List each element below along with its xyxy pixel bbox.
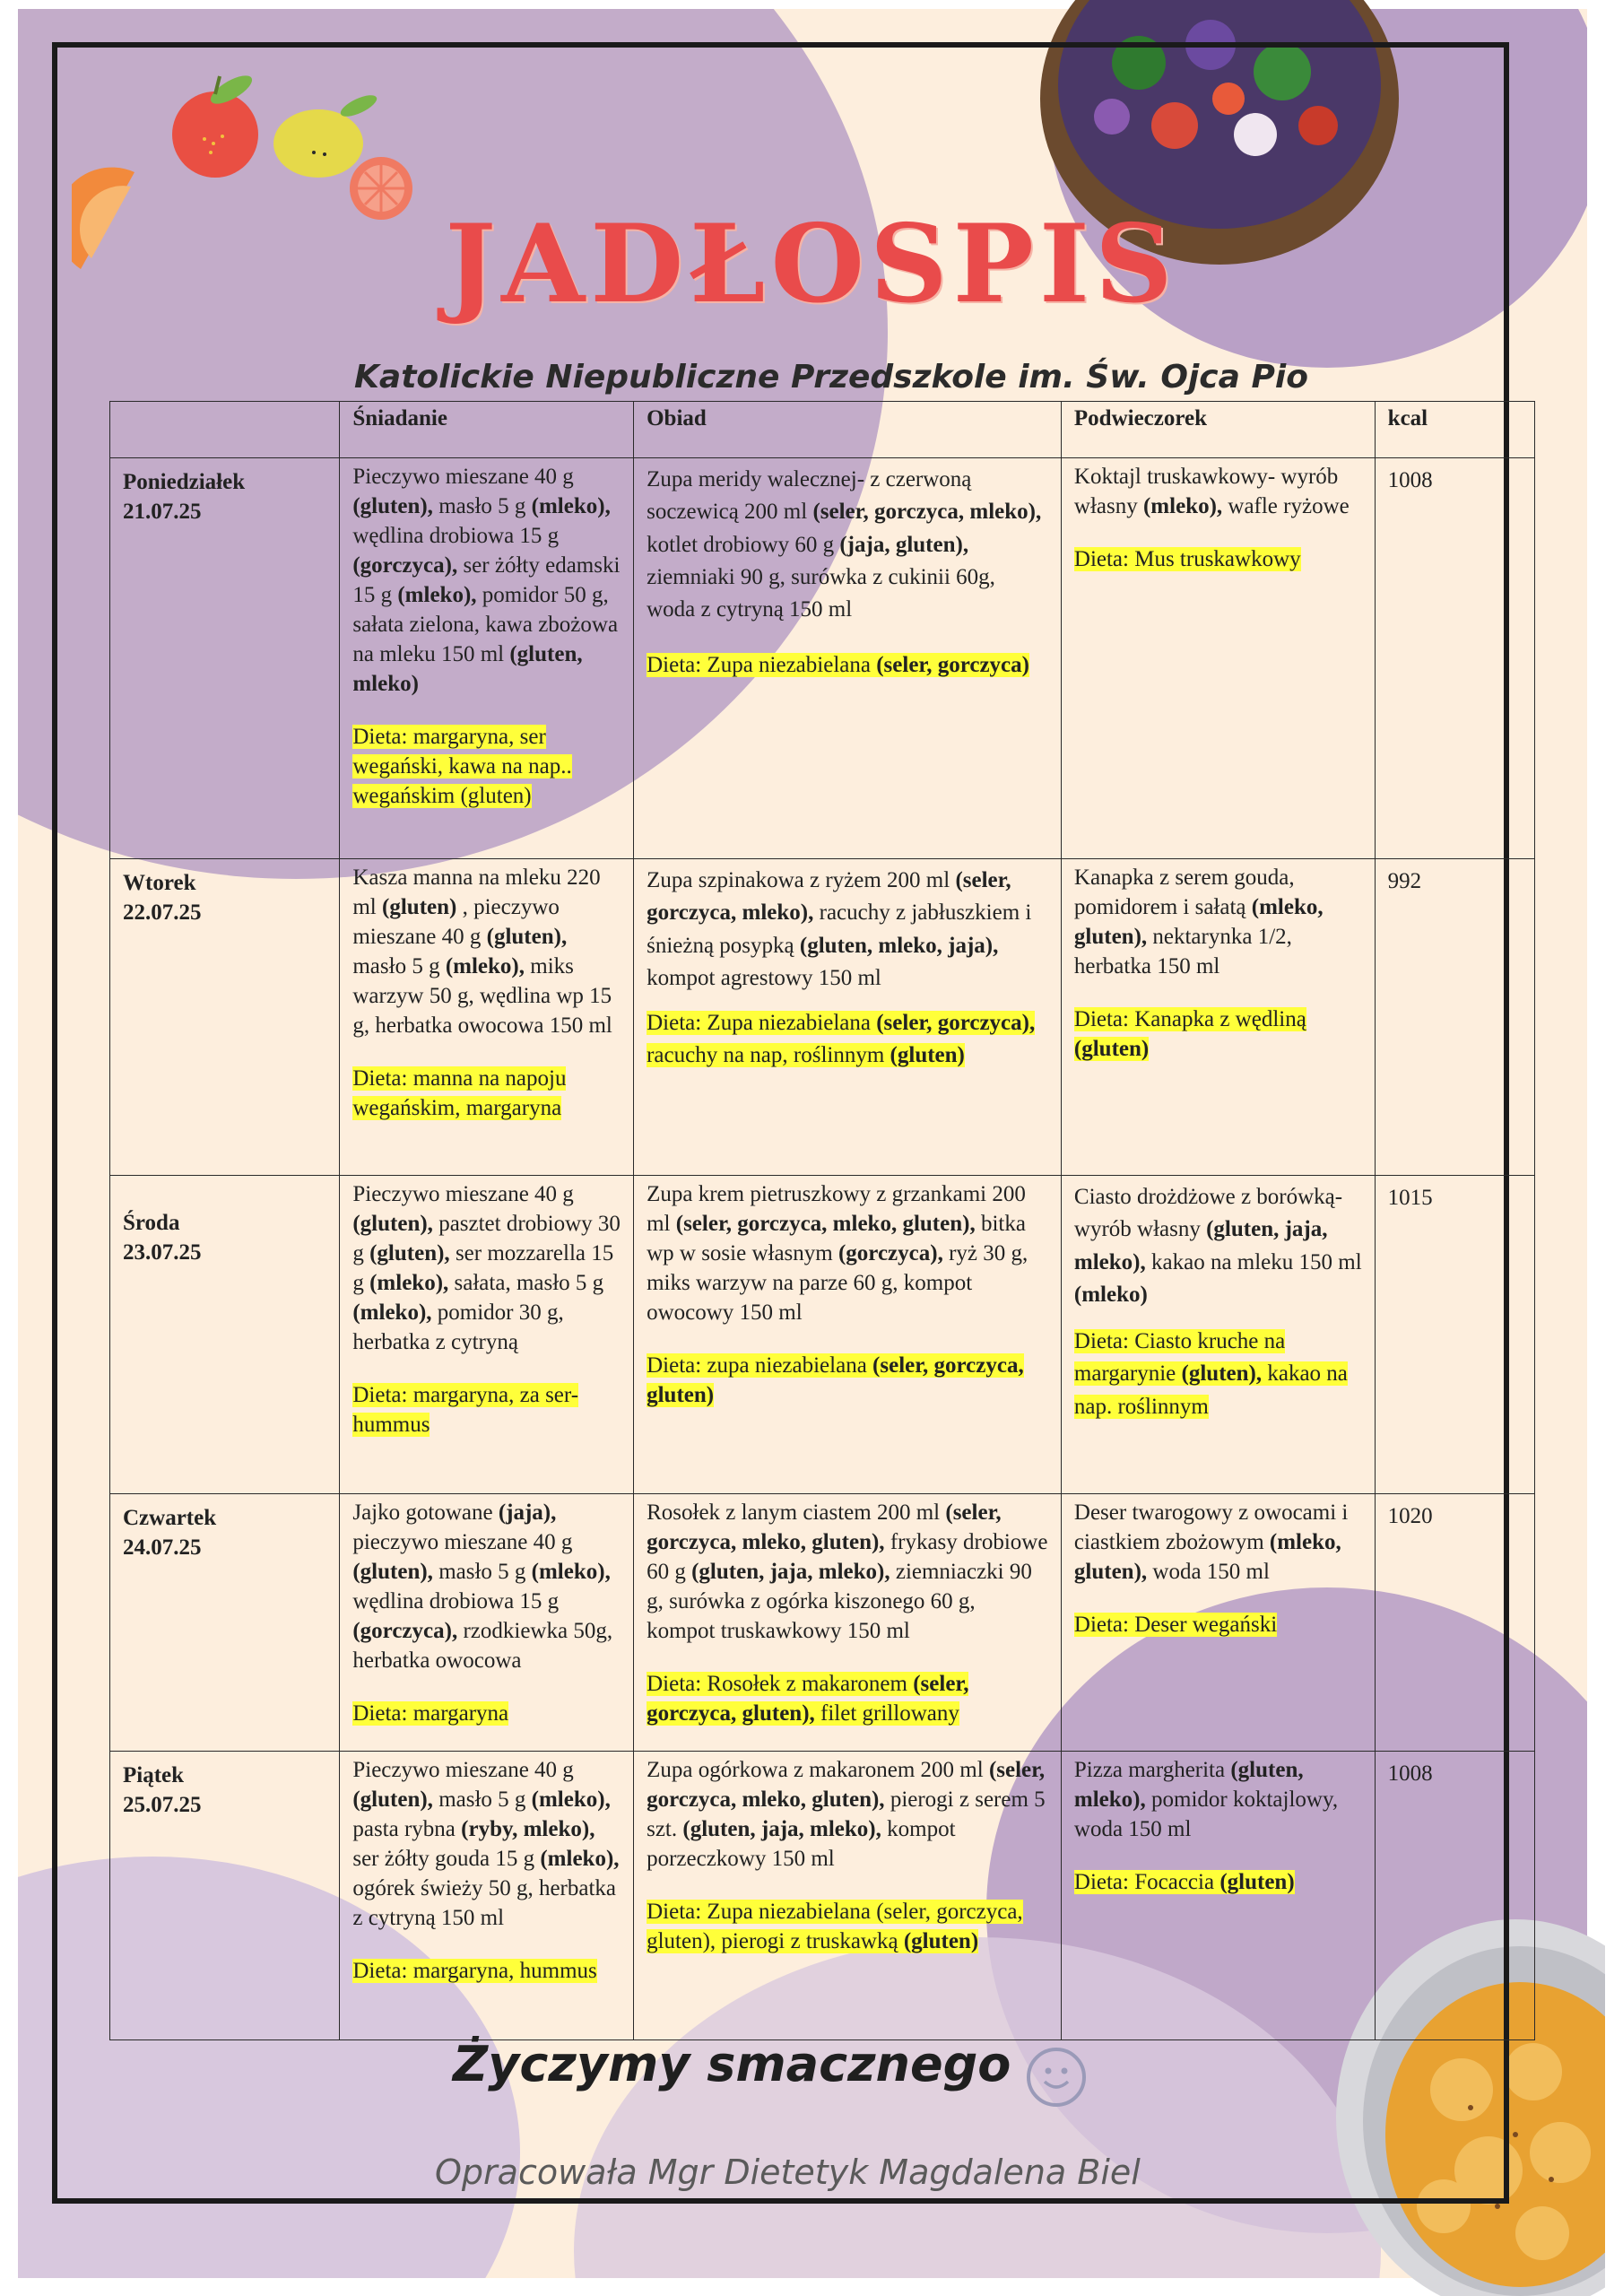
meal-text: Pizza margherita — [1073, 1758, 1231, 1782]
snack-cell — [1061, 1752, 1375, 2040]
meal-text: rzodkiewka 50g, herbatka owocowa — [352, 1619, 613, 1673]
allergen-text: (mleko), — [531, 1787, 611, 1812]
meal-text: Zupa krem pietruszkowy z grzankami 200 ml — [647, 1182, 1026, 1236]
meal-text: masło 5 g — [432, 1560, 532, 1584]
allergen-text: (mleko, gluten), — [1073, 895, 1324, 949]
meal-text: , pieczywo mieszane 40 g — [352, 895, 560, 949]
column-header-breakfast: Śniadanie — [340, 402, 634, 458]
allergen-text: (gorczyca), — [352, 553, 458, 578]
allergen-text: (mleko), — [352, 1300, 432, 1325]
column-header-snack: Podwieczorek — [1061, 402, 1375, 458]
breakfast-cell — [340, 1752, 634, 2040]
meal-text: Pieczywo mieszane 40 g — [352, 1758, 574, 1782]
diet-note — [352, 1956, 621, 1986]
allergen-text: (gluten), — [369, 1241, 450, 1265]
day-name: Środa — [123, 1211, 180, 1235]
table-header-row — [110, 402, 1535, 458]
meal-text: kompot agrestowy 150 ml — [647, 965, 881, 990]
diet-note — [1074, 1326, 1362, 1423]
meal-text: ser mozzarella 15 g — [352, 1241, 614, 1295]
allergen-text: (seler, gorczyca, gluten) — [647, 1353, 1024, 1407]
meal-text: ser żółty gouda 15 g — [352, 1847, 541, 1871]
day-name: Poniedziałek — [123, 470, 246, 494]
diet-note — [647, 1669, 1048, 1728]
meal-text: pieczywo mieszane 40 g — [352, 1530, 573, 1554]
allergen-text: (jaja), — [498, 1500, 557, 1525]
page-subtitle: Katolickie Niepubliczne Przedszkole im. Św. Ojca Pio — [354, 359, 1308, 396]
allergen-text: (seler, gorczyca, mleko, gluten), — [675, 1212, 976, 1236]
smiley-icon — [1027, 2048, 1086, 2107]
breakfast-cell — [340, 859, 634, 1176]
meal-text: Kasza manna na mleku 220 ml — [352, 865, 601, 919]
meal-text: frykasy drobiowe 60 g — [647, 1530, 1048, 1584]
smiley-face-icon — [1030, 2051, 1082, 2103]
day-name: Piątek — [123, 1763, 185, 1787]
allergen-text: (seler, gorczyca, mleko), — [647, 868, 1011, 926]
day-date: 21.07.25 — [123, 500, 202, 524]
meal-text: Dieta: manna na napoju wegańskim, margaryna — [352, 1066, 567, 1120]
meal-description — [352, 1498, 621, 1675]
meal-text: ziemniaki 90 g, surówka z cukinii 60g, woda z cytryną 150 ml — [647, 564, 995, 622]
meal-text: wafle ryżowe — [1222, 494, 1350, 518]
breakfast-cell — [340, 1494, 634, 1752]
meal-text: ogórek świeży 50 g, herbatka z cytryną 150 ml — [352, 1876, 617, 1930]
meal-description — [1074, 1755, 1362, 1844]
allergen-text: (jaja, gluten), — [839, 532, 969, 557]
meal-text: Kanapka z serem gouda, pomidorem i sałatą — [1073, 865, 1295, 919]
meal-description — [647, 1498, 1048, 1646]
meal-text: Dieta: Rosołek z makaronem — [647, 1672, 914, 1696]
allergen-text: (gluten, mleko) — [352, 642, 583, 696]
meal-text: wędlina drobiowa 15 g — [352, 524, 560, 548]
breakfast-cell — [340, 458, 634, 859]
meal-text: sałata, masło 5 g — [448, 1271, 604, 1295]
allergen-text: (mleko), — [445, 954, 525, 978]
allergen-text: (gluten) — [903, 1929, 979, 1953]
meal-text: Dieta: Zupa niezabielana (seler, gorczyca, gluten), pierogi z truskawką — [647, 1900, 1023, 1953]
meal-description — [1074, 1498, 1362, 1587]
allergen-text: (gluten, jaja, mleko), — [691, 1560, 890, 1584]
allergen-text: (gluten), — [352, 1212, 433, 1236]
meal-description — [647, 865, 1048, 995]
page-title: JADŁOSPIS — [445, 201, 1178, 327]
allergen-text: (mleko), — [531, 1560, 611, 1584]
day-date: 24.07.25 — [123, 1535, 202, 1560]
diet-note — [1074, 544, 1362, 574]
allergen-text: (gluten, jaja, mleko), — [682, 1817, 881, 1841]
column-header — [110, 402, 340, 458]
table-row — [110, 859, 1535, 1176]
meal-text: nektarynka 1/2, herbatka 150 ml — [1073, 925, 1292, 978]
meal-text: kakao na mleku 150 ml — [1145, 1249, 1362, 1274]
menu-table — [109, 401, 1535, 2040]
lunch-cell — [634, 859, 1062, 1176]
meal-description — [647, 464, 1048, 626]
day-cell — [110, 859, 340, 1176]
table-row — [110, 1752, 1535, 2040]
allergen-text: (gluten), — [352, 1560, 433, 1584]
allergen-text: (gluten) — [890, 1043, 965, 1068]
allergen-text: (mleko), — [540, 1847, 620, 1871]
snack-cell — [1061, 458, 1375, 859]
meal-text: pasztet drobiowy 30 g — [352, 1212, 621, 1265]
meal-text: ryż 30 g, miks warzyw na parze 60 g, kompot owocowy 150 ml — [647, 1241, 1028, 1325]
day-date: 25.07.25 — [123, 1793, 202, 1817]
diet-note — [647, 1351, 1048, 1410]
table-row — [110, 458, 1535, 859]
meal-text: ziemniaczki 90 g, surówka z ogórka kiszonego 60 g, kompot truskawkowy 150 ml — [647, 1560, 1032, 1643]
kcal-cell: 1008 — [1375, 458, 1534, 859]
allergen-text: (gluten, mleko, jaja), — [799, 933, 999, 958]
table-row — [110, 1176, 1535, 1494]
meal-text: pierogi z serem 5 szt. — [647, 1787, 1046, 1841]
meal-text: Zupa ogórkowa z makaronem 200 ml — [647, 1758, 989, 1782]
allergen-text: (seler, gorczyca) — [876, 653, 1029, 678]
meal-text: bitka wp w sosie własnym — [647, 1212, 1026, 1265]
meal-text: Dieta: Focaccia — [1073, 1870, 1220, 1894]
column-header-lunch: Obiad — [634, 402, 1062, 458]
allergen-text: (mleko, gluten), — [1073, 1530, 1341, 1584]
diet-note — [647, 649, 1048, 682]
meal-text: kotlet drobiowy 60 g — [647, 532, 840, 557]
lunch-cell — [634, 1176, 1062, 1494]
meal-text: Rosołek z lanym ciastem 200 ml — [647, 1500, 946, 1525]
lunch-cell — [634, 1494, 1062, 1752]
meal-text: Zupa szpinakowa z ryżem 200 ml — [647, 868, 956, 892]
meal-description — [352, 863, 621, 1040]
column-header-kcal: kcal — [1375, 402, 1534, 458]
meal-text: masło 5 g — [432, 494, 532, 518]
meal-description — [647, 1179, 1048, 1327]
meal-text: Jajko gotowane — [352, 1500, 499, 1525]
meal-text: Dieta: Zupa niezabielana — [647, 653, 877, 678]
diet-note — [1074, 1867, 1362, 1897]
meal-text: Dieta: Kanapka z wędliną — [1073, 1007, 1306, 1031]
allergen-text: (mleko), — [397, 583, 477, 607]
diet-note — [1074, 1004, 1362, 1064]
allergen-text: (mleko), — [531, 494, 611, 518]
allergen-text: (mleko) — [1073, 1282, 1148, 1307]
allergen-text: (ryby, mleko), — [461, 1817, 595, 1841]
meal-text: racuchy na nap, roślinnym — [647, 1043, 890, 1068]
meal-text: Deser twarogowy z owocami i ciastkiem zbożowym — [1073, 1500, 1349, 1554]
day-date: 22.07.25 — [123, 900, 202, 925]
meal-text: Koktajl truskawkowy- wyrób własny — [1073, 465, 1339, 518]
meal-description — [1074, 462, 1362, 521]
diet-note — [352, 1380, 621, 1439]
diet-note — [352, 1699, 621, 1728]
snack-cell — [1061, 1176, 1375, 1494]
closing-wish: Życzymy smacznego — [453, 2036, 1011, 2092]
meal-text: racuchy z jabłuszkiem i śnieżną posypką — [647, 900, 1032, 958]
meal-text: Dieta: margaryna — [352, 1701, 509, 1726]
kcal-cell: 992 — [1375, 859, 1534, 1176]
meal-text: filet grillowany — [814, 1701, 959, 1726]
allergen-text: (seler, gorczyca, gluten), — [647, 1672, 969, 1726]
meal-text: Dieta: Deser wegański — [1073, 1613, 1278, 1637]
allergen-text: (gluten) — [1219, 1870, 1295, 1894]
allergen-text: (gluten) — [1073, 1037, 1150, 1061]
allergen-text: (mleko), — [1142, 494, 1223, 518]
meal-text: Dieta: zupa niezabielana — [647, 1353, 873, 1378]
diet-note — [647, 1007, 1048, 1073]
author-credit: Opracowała Mgr Dietetyk Magdalena Biel — [435, 2152, 1141, 2192]
meal-text: woda 150 ml — [1147, 1560, 1270, 1584]
meal-text: Dieta: margaryna, hummus — [352, 1959, 597, 1983]
snack-cell — [1061, 1494, 1375, 1752]
meal-description — [647, 1755, 1048, 1874]
meal-text: pomidor 50 g, sałata zielona, kawa zbożowa na mleku 150 ml — [352, 583, 619, 666]
day-cell — [110, 1176, 340, 1494]
allergen-text: (seler, gorczyca, mleko, gluten), — [647, 1758, 1046, 1812]
diet-note — [1074, 1610, 1362, 1639]
meal-text: kompot porzeczkowy 150 ml — [647, 1817, 956, 1871]
allergen-text: (gluten), — [486, 925, 568, 949]
meal-text: pomidor 30 g, herbatka z cytryną — [352, 1300, 564, 1354]
lunch-cell — [634, 1752, 1062, 2040]
meal-text: Pieczywo mieszane 40 g — [352, 465, 574, 489]
day-name: Wtorek — [123, 871, 196, 895]
meal-description — [352, 1179, 621, 1357]
diet-note — [352, 722, 621, 811]
meal-text: Dieta: Mus truskawkowy — [1073, 547, 1301, 571]
day-name: Czwartek — [123, 1506, 217, 1530]
meal-text: Dieta: margaryna, ser wegański, kawa na nap.. wegańskim (gluten) — [352, 725, 572, 808]
allergen-text: (gluten, mleko), — [1073, 1758, 1304, 1812]
meal-description — [352, 1755, 621, 1933]
allergen-text: (seler, gorczyca, mleko, gluten), — [647, 1500, 1002, 1554]
table-row — [110, 1494, 1535, 1752]
allergen-text: (gluten), — [352, 494, 433, 518]
allergen-text: (gluten, jaja, mleko), — [1073, 1217, 1328, 1274]
snack-cell — [1061, 859, 1375, 1176]
meal-text: Dieta: Zupa niezabielana — [647, 1011, 877, 1035]
meal-text: miks warzyw 50 g, wędlina wp 15 g, herbatka owocowa 150 ml — [352, 954, 612, 1038]
meal-text: masło 5 g — [432, 1787, 532, 1812]
diet-note — [647, 1897, 1048, 1956]
meal-text: Pieczywo mieszane 40 g — [352, 1182, 574, 1206]
meal-description — [1074, 1181, 1362, 1311]
allergen-text: (gluten), — [1181, 1361, 1263, 1387]
meal-text: wędlina drobiowa 15 g — [352, 1589, 560, 1613]
meal-text: masło 5 g — [352, 954, 446, 978]
day-date: 23.07.25 — [123, 1240, 202, 1265]
meal-text: Dieta: margaryna, za ser- hummus — [352, 1383, 579, 1437]
allergen-text: (seler, gorczyca, mleko), — [812, 500, 1042, 525]
day-cell — [110, 1494, 340, 1752]
lunch-cell — [634, 458, 1062, 859]
kcal-cell: 1020 — [1375, 1494, 1534, 1752]
meal-text: pasta rybna — [352, 1817, 462, 1841]
meal-text: Zupa meridy walecznej- z czerwoną soczewicą 200 ml — [647, 467, 972, 525]
meal-description — [352, 462, 621, 699]
breakfast-cell — [340, 1176, 634, 1494]
day-cell — [110, 1752, 340, 2040]
kcal-cell: 1015 — [1375, 1176, 1534, 1494]
meal-text: kakao na nap. roślinnym — [1073, 1361, 1348, 1419]
diet-note — [352, 1064, 621, 1123]
allergen-text: (seler, gorczyca), — [876, 1011, 1036, 1035]
meal-text: pomidor koktajlowy, woda 150 ml — [1073, 1787, 1339, 1841]
day-cell — [110, 458, 340, 859]
allergen-text: (gorczyca), — [838, 1241, 943, 1265]
allergen-text: (gluten) — [382, 895, 457, 919]
allergen-text: (gluten), — [352, 1787, 433, 1812]
allergen-text: (mleko), — [369, 1271, 449, 1295]
kcal-cell: 1008 — [1375, 1752, 1534, 2040]
meal-text: Ciasto drożdżowe z borówką- wyrób własny — [1073, 1185, 1343, 1242]
meal-text: Dieta: Ciasto kruche na margarynie — [1073, 1329, 1286, 1387]
meal-text: ser żółty edamski 15 g — [352, 553, 621, 607]
allergen-text: (gorczyca), — [352, 1619, 458, 1643]
meal-description — [1074, 863, 1362, 981]
